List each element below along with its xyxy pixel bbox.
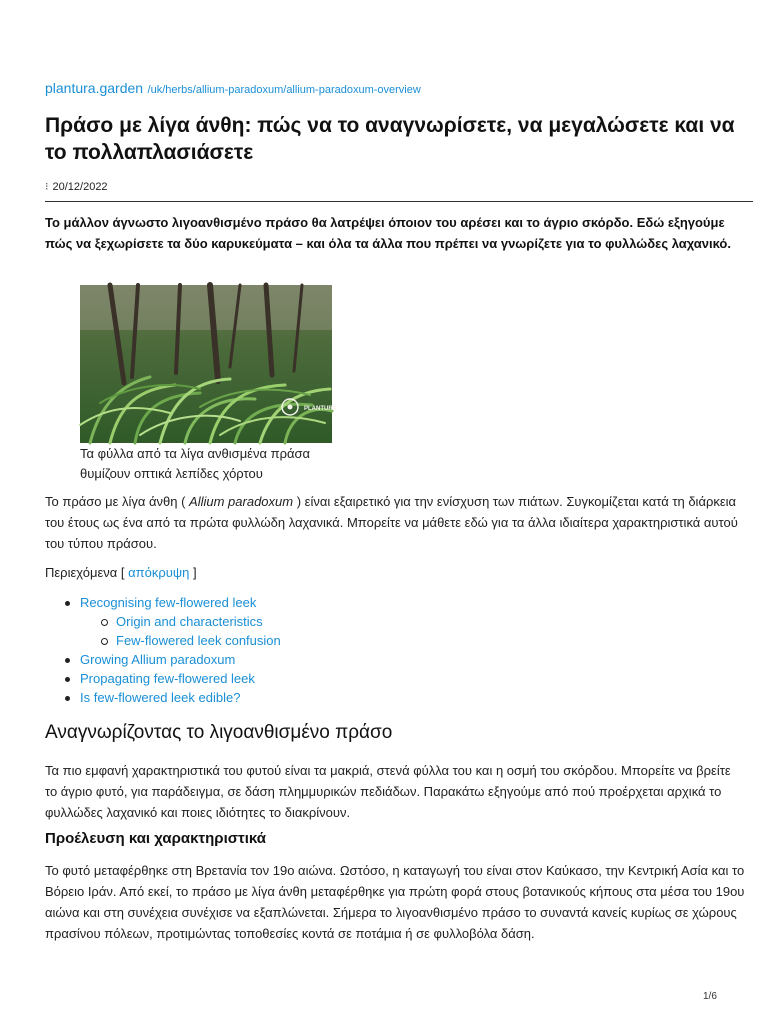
- article-lead: Το μάλλον άγνωστο λιγοανθισμένο πράσο θα λατρέψει όποιον του αρέσει και το άγριο σκόρδο. Εδώ εξηγούμε πώς να ξεχωρίσετε τα δύο καρυκεύματα – και όλα τα άλλα που πρέπει να γνωρίζετε για το φυλλώδες λαχανικό.: [45, 215, 731, 251]
- toc-link-origin[interactable]: Origin and characteristics: [116, 614, 263, 629]
- page-number: 1/6: [703, 991, 717, 1002]
- toc-link-recognising[interactable]: Recognising few-flowered leek: [80, 595, 257, 610]
- toc-subitem: [45, 631, 281, 650]
- toc-item: [45, 669, 281, 688]
- toc-bracket-close: ]: [193, 565, 197, 580]
- table-of-contents: [45, 593, 281, 707]
- toc-item: [45, 688, 281, 707]
- toc-item: [45, 650, 281, 669]
- toc-item: [45, 593, 281, 612]
- section-paragraph-recognising: Τα πιο εμφανή χαρακτηριστικά του φυτού είναι τα μακριά, στενά φύλλα του και η οσμή του σκόρδου. Μπορείτε να βρείτε το άγριο φυτό, για παράδειγμα, σε δάση πλημμυρικών πεδιάδων. Παρακάτω εξηγούμε από πού προέρχεται αρχικά το φυλλώδες λαχανικό και ποιες ιδιότητες το διακρίνουν.: [45, 763, 731, 820]
- toc-label: Περιεχόμενα: [45, 565, 118, 580]
- toc-subitem: [45, 612, 281, 631]
- intro-latin-name: Allium paradoxum: [189, 494, 294, 509]
- toc-link-propagating[interactable]: Propagating few-flowered leek: [80, 671, 255, 686]
- toc-link-confusion[interactable]: Few-flowered leek confusion: [116, 633, 281, 648]
- toc-link-edible[interactable]: Is few-flowered leek edible?: [80, 690, 241, 705]
- toc-header: [45, 562, 197, 583]
- leek-photo: [80, 285, 337, 443]
- intro-text-after: ) είναι εξαιρετικό για την ενίσχυση των πιάτων. Συγκομίζεται κατά τη διάρκεια του έτους ως ένα από τα πρώτα φυλλώδη λαχανικά. Μπορείτε να μάθετε εδώ για τα άλλα ιδιαίτερα χαρακτηριστικά αυτού του τύπου πράσου.: [45, 494, 738, 551]
- intro-paragraph: [45, 491, 745, 554]
- publish-date: 20/12/2022: [52, 181, 108, 193]
- page-title: Πράσο με λίγα άνθη: πώς να το αναγνωρίσετε, να μεγαλώσετε και να το πολλαπλασιάσετε: [45, 114, 735, 164]
- source-url[interactable]: [45, 80, 421, 98]
- svg-text:PLANTURA: PLANTURA: [304, 406, 337, 412]
- toc-toggle-link[interactable]: απόκρυψη: [128, 565, 190, 580]
- section-heading-recognising: Αναγνωρίζοντας το λιγοανθισμένο πράσο: [45, 722, 393, 743]
- intro-text-before: Το πράσο με λίγα άνθη (: [45, 494, 190, 509]
- figure-caption: Τα φύλλα από τα λίγα ανθισμένα πράσα θυμίζουν οπτικά λεπίδες χόρτου: [80, 446, 311, 481]
- subsection-heading-origin: Προέλευση και χαρακτηριστικά: [45, 830, 266, 847]
- title-divider: [45, 201, 753, 202]
- toc-link-growing[interactable]: Growing Allium paradoxum: [80, 652, 236, 667]
- source-path-link[interactable]: /uk/herbs/allium-paradoxum/allium-paradoxum-overview: [147, 84, 421, 96]
- toc-bracket-open: [: [120, 565, 125, 580]
- article-figure: [80, 285, 337, 484]
- subsection-paragraph-origin: Το φυτό μεταφέρθηκε στη Βρετανία τον 19ο αιώνα. Ωστόσο, η καταγωγή του είναι στον Καύκασο, την Κεντρική Ασία και το Βόρειο Ιράν. Από εκεί, το πράσο με λίγα άνθη μεταφέρθηκε για πρώτη φορά στους βοτανικούς κήπους στα μέσα του 19ου αιώνα και στη συνέχεια συνέχισε να εξαπλώνεται. Σήμερα το λιγοανθισμένο πράσο το συναντά κανείς κυρίως σε χώρους πρασίνου πόλεων, προτιμώντας τοποθεσίες κοντά σε ποτάμια ή σε φυλλοβόλα δάση.: [45, 863, 745, 941]
- calendar-icon: ⁝: [45, 181, 49, 193]
- source-domain-link[interactable]: plantura.garden: [45, 80, 144, 96]
- article-meta: [45, 180, 108, 193]
